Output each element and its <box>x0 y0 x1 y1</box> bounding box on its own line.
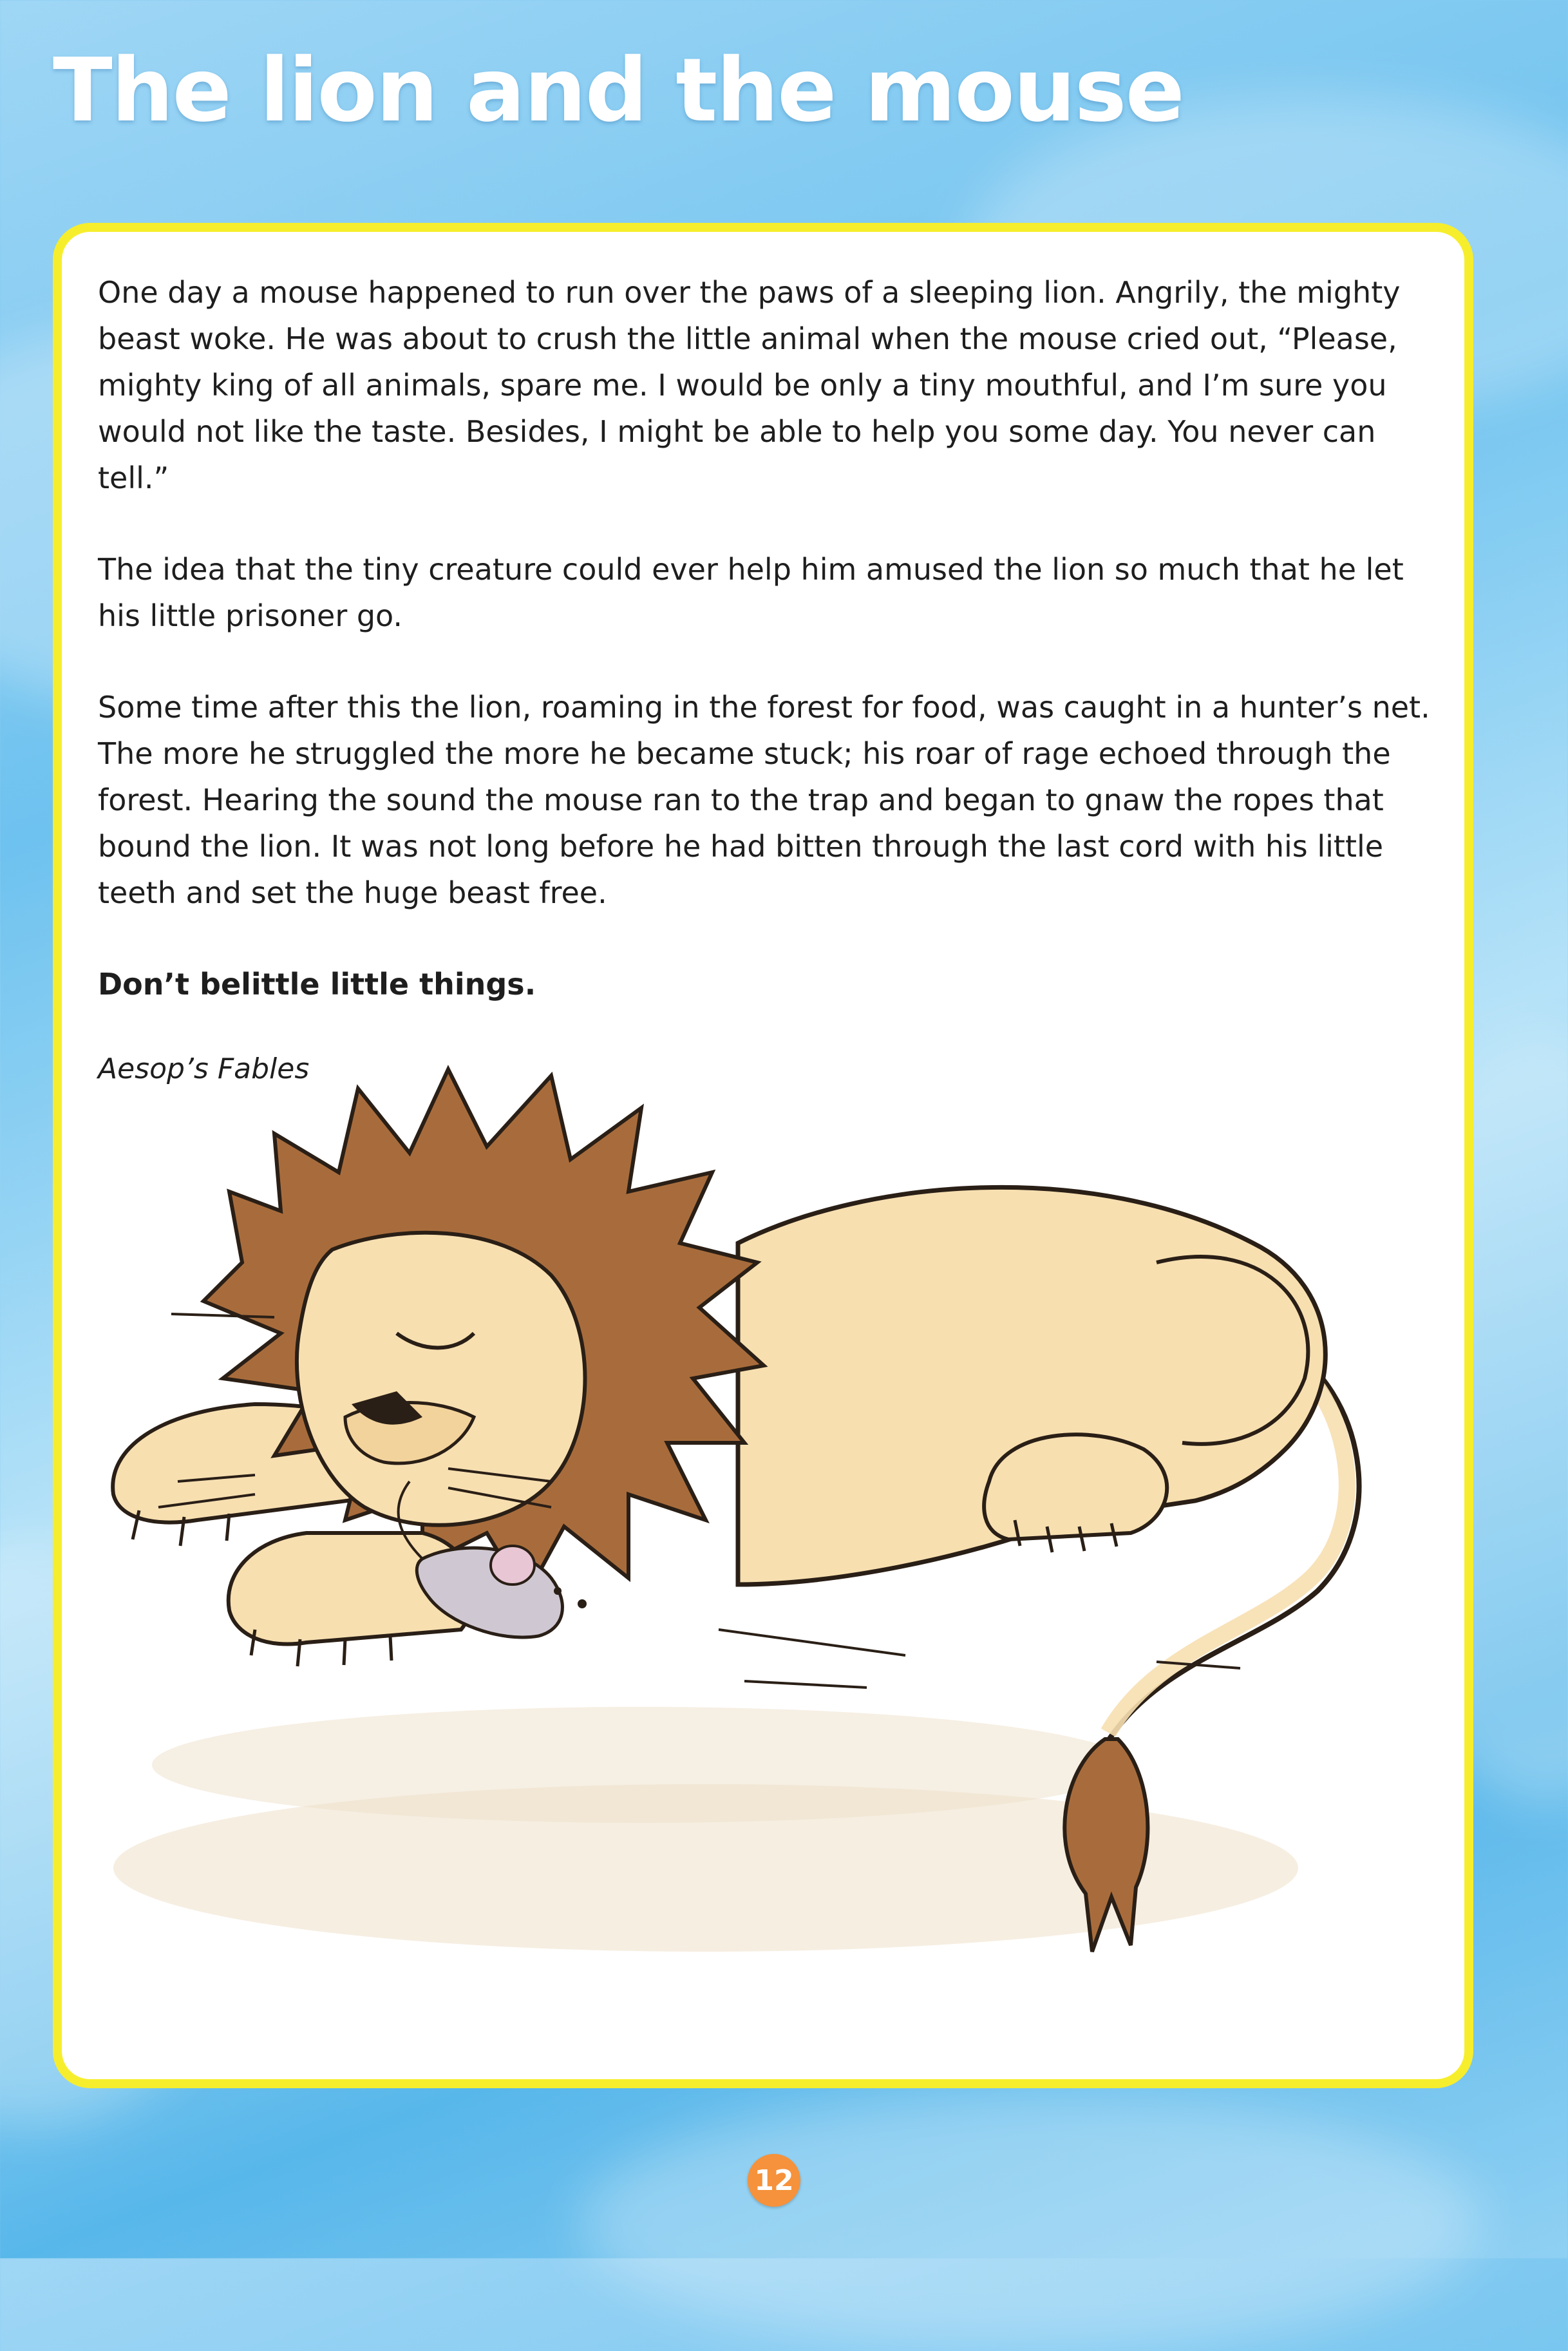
ground-shadow-2 <box>152 1707 1131 1823</box>
story-paragraph-2: The idea that the tiny creature could ever help him amused the lion so much that he let his little prisoner go. <box>98 552 1404 633</box>
story-paragraph-1: One day a mouse happened to run over the paws of a sleeping lion. Angrily, the mighty beast woke. He was about to crush the little animal when the mouse cried out, “Please, mighty king of all animals, spare me. I would be only a tiny mouthful, and I’m sure you would not like the taste. Besides, I might be able to help you some day. You never can tell.” <box>98 275 1401 495</box>
snore-line-2 <box>719 1630 905 1655</box>
mouse-nose <box>578 1599 587 1608</box>
story-panel <box>53 223 1473 2088</box>
lion-mouse-illustration <box>62 1031 1464 2074</box>
page-number-badge: 12 <box>748 2154 800 2207</box>
mouse-ear <box>491 1546 534 1585</box>
mouse-eye <box>554 1587 562 1595</box>
story-source: Aesop’s Fables <box>98 1052 310 1085</box>
story-text <box>98 269 1437 1137</box>
snore-line-3 <box>744 1681 867 1688</box>
lion-back-paw <box>984 1434 1167 1539</box>
story-moral: Don’t belittle little things. <box>98 967 536 1002</box>
page-title: The lion and the mouse <box>53 40 1184 142</box>
story-paragraph-3: Some time after this the lion, roaming in the forest for food, was caught in a hunter’s net. The more he struggled the more he became stuck; his roar of rage echoed through the forest. Hearing the sound the mouse ran to the trap and began to gnaw the ropes that bound the lion. It was not long before he had bitten through the last cord with his little teeth and set the huge beast free. <box>98 690 1430 910</box>
